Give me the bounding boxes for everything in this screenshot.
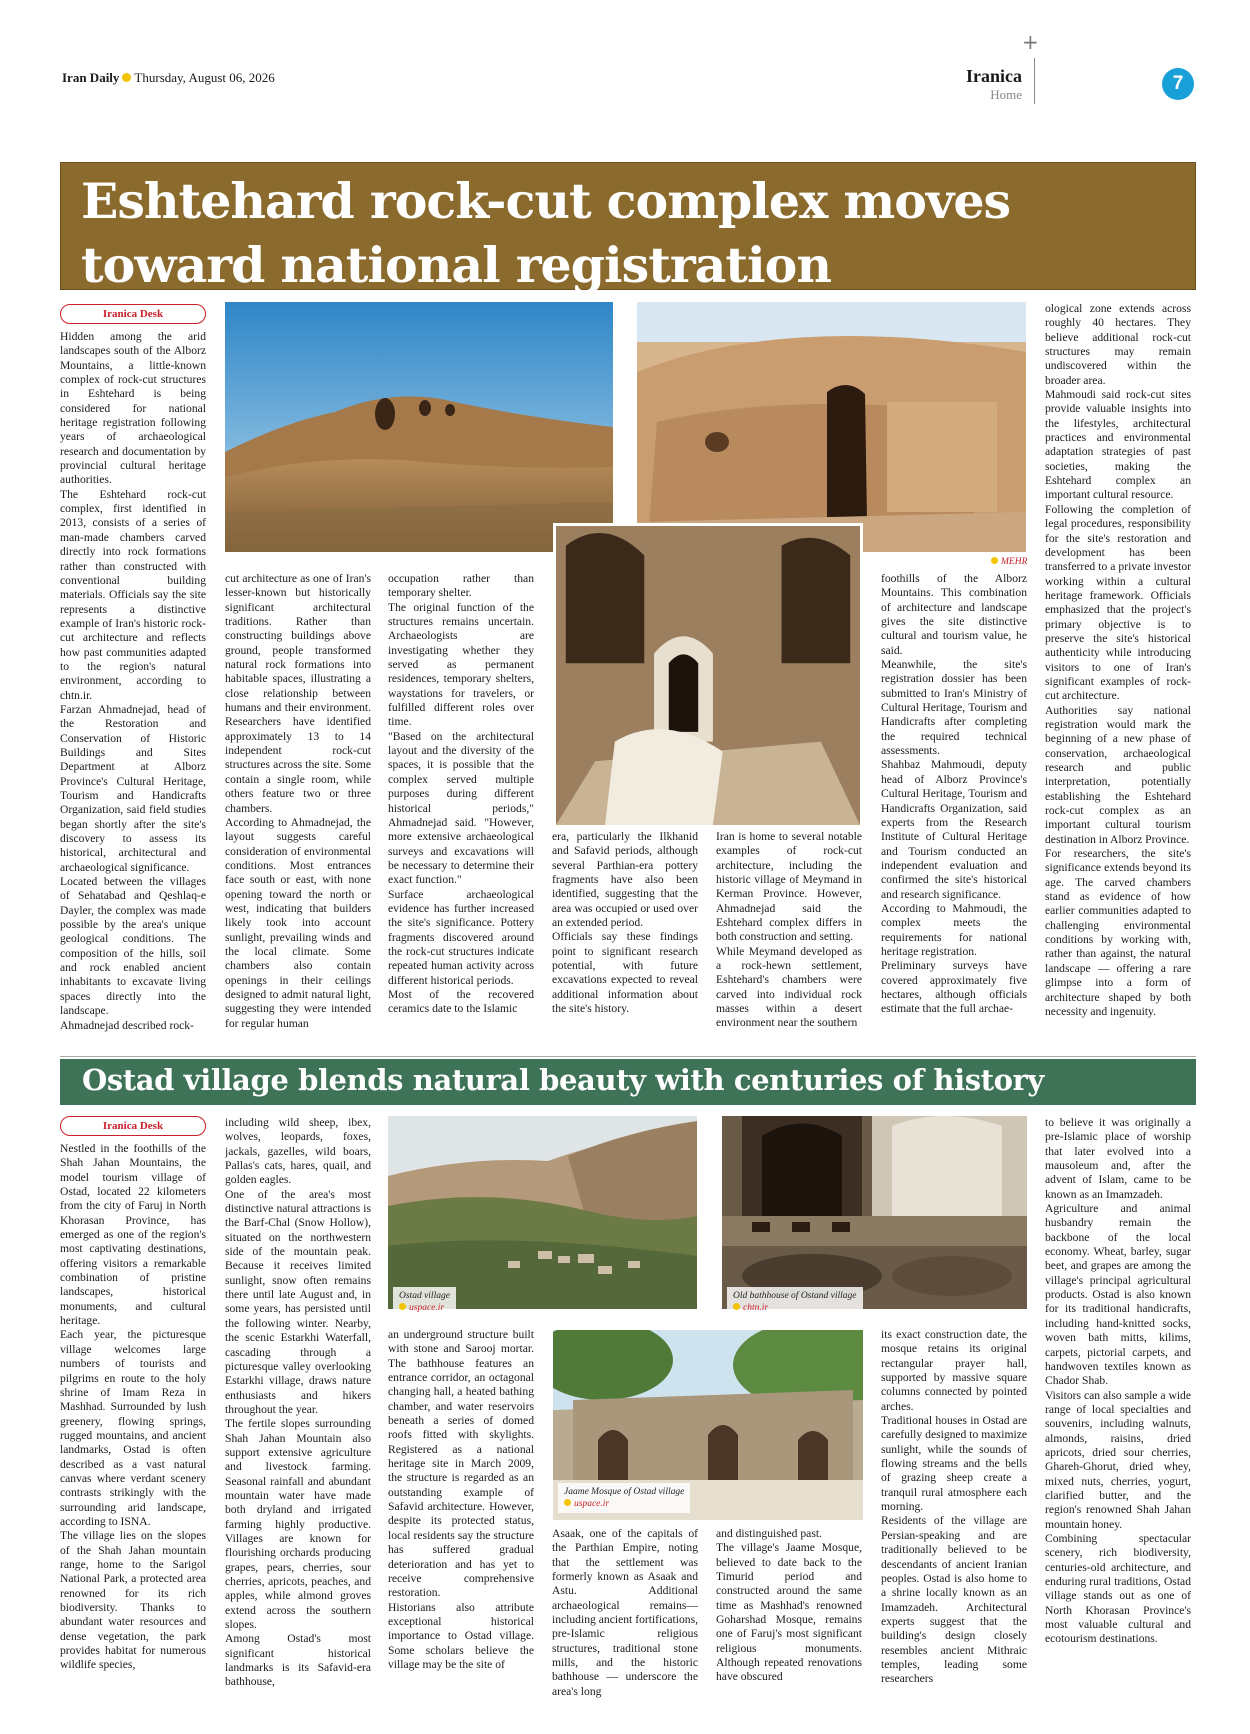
article1-column-1 [60,330,206,1035]
paragraph: era, particularly the Ilkhanid and Safavid periods, although several Parthian-era pottery fragments have also been identified, suggesting that the area was occupied or used over an extended period. [552,830,698,930]
page-number-badge: 7 [1162,68,1194,100]
paragraph: Authorities say national registration would mark the beginning of a new phase of conservation, archaeological research and public interpretation, potentially establishing the Eshtehard rock-cut complex as an important cultural tourism destination in Alborz Province. [1045,703,1191,846]
article1-desk-badge: Iranica Desk [60,304,206,324]
article2-desk-badge: Iranica Desk [60,1116,206,1136]
paragraph: to believe it was originally a pre-Islamic place of worship that later evolved into a mausoleum and, after the advent of Islam, came to be known as an Imamzadeh. [1045,1116,1191,1201]
caption-source: chtn.ir [743,1303,769,1313]
paragraph: The village lies on the slopes of the Shah Jahan mountain range, home to the Sarigol National Park, a protected area renowned for its rich biodiversity. Thanks to abundant water resources and dense vegetation, the park provides habitat for numerous wildlife species, [60,1529,206,1672]
paragraph: Ahmadnejad described rock- [60,1018,194,1032]
bathhouse-photo-caption [727,1287,863,1317]
paragraph: Officials say these findings point to significant research potential, with future excavations expected to reveal additional information about the site's history. [552,930,698,1016]
paragraph: The original function of the structures remains uncertain. Archaeologists are investigating whether they served as permanent residences, temporary shelters, waystations for travelers, or fulfilled different roles over time. [388,600,534,729]
dot-icon [564,1499,571,1506]
rock-chamber-entrance-photo [637,302,1026,552]
paragraph: Nestled in the foothills of the Shah Jahan Mountains, the model tourism village of Ostad, located 22 kilometers from the city of Faruj in North Khorasan Province, has emerged as one of the region's most captivating destinations, offering visitors a remarkable combination of pristine landscapes, historical monuments, and cultural heritage. [60,1142,206,1328]
paper-name: Iran Daily [62,70,120,85]
paragraph: Most of the recovered ceramics date to the Islamic [388,987,534,1016]
paragraph: One of the area's most distinctive natural attractions is the Barf-Chal (Snow Hollow), situated on the northwestern side of the mountain peak. Because it receives limited sunlight, snow often remains there until late August and, in some years, has persisted until the following winter. Nearby, the scenic Estarkhi Waterfall, cascading through a picturesque valley overlooking Estarkhi village, draws nature enthusiasts and hikers throughout the year. [225,1187,371,1416]
paragraph: While Meymand developed as a rock-hewn settlement, Eshtehard's chambers were carved into individual rock masses within a desert environment near the southern [716,944,862,1030]
paragraph: According to Ahmadnejad, the layout suggests careful consideration of environmental conditions. Most entrances face south or east, with none opening toward the north or west, indicating that builders likely took into account sunlight, prevailing winds and the local climate. Some chambers also contain openings in their ceilings designed to admit natural light, suggesting they were intended for regular human [225,815,371,1030]
dot-icon [399,1303,406,1310]
header-divider [1034,58,1035,104]
paragraph: Shahbaz Mahmoudi, deputy head of Alborz Province's Cultural Heritage, Tourism and Handicrafts Organization, said experts from the Research Institute of Cultural Heritage and Tourism conducted an independent evaluation and confirmed the site's historical and research significance. [881,758,1027,901]
dot-icon [122,73,131,82]
dot-icon [991,557,998,564]
paragraph: Each year, the picturesque village welcomes large numbers of tourists and pilgrims en route to the holy shrine of Imam Reza in Mashhad. Surrounded by lush greenery, flowing springs, rugged mountains, and ancient landmarks, Ostad is often described as a vast natural canvas where verdant scenery contrasts strikingly with the surrounding arid landscape, according to ISNA. [60,1328,206,1528]
paragraph: including wild sheep, ibex, wolves, leopards, foxes, jackals, gazelles, wild boars, Pallas's cats, hares, quail, and golden eagles. [225,1116,371,1187]
paragraph: and distinguished past. [716,1527,822,1540]
article1-column-3 [388,572,534,1035]
dot-icon [733,1303,740,1310]
paragraph: Iran is home to several notable examples of rock-cut architecture, including the historic village of Meymand in Kerman Province. However, Ahmadnejad said the Eshtehard complex differs in both construction and setting. [716,830,862,944]
section-label [966,66,1022,103]
article2-column-6 [881,1328,1027,1722]
masthead [62,70,275,86]
paragraph: cut architecture as one of Iran's lesser-known but historically significant architectural traditions. Rather than constructing buildings above ground, people transformed natural rock formations into habitable spaces, illustrating a close relationship between humans and their environment. Researchers have identified approximately 13 to 14 independent rock-cut structures across the site. Some contain a single room, while others feature two or three chambers. [225,572,371,815]
paragraph: For researchers, the site's significance extends beyond its age. The carved chambers stand as evidence of how earlier communities adapted to challenging environmental conditions by working with, rather than against, the natural landscape — offering a rare glimpse into a form of architecture shaped by both necessity and ingenuity. [1045,847,1191,1018]
section-rule [60,1056,1196,1057]
paragraph: According to Mahmoudi, the complex meets the requirements for national heritage registration. [881,901,1027,958]
article2-column-3 [388,1328,534,1722]
section-name: Iranica [966,66,1022,86]
ostad-bathhouse-photo [722,1116,1027,1309]
rock-interior-photo [553,523,863,828]
paragraph: Historians also attribute exceptional historical importance to Ostad village. Some scholars believe the village may be the site of [388,1600,534,1671]
caption-source: uspace.ir [409,1303,445,1313]
article2-headline-banner [60,1059,1196,1105]
issue-date: Thursday, August 06, 2026 [134,70,275,85]
caption-title: Jaame Mosque of Ostad village [564,1487,685,1497]
paragraph: ological zone extends across roughly 40 hectares. They believe additional rock-cut structures may remain undiscovered within the broader area. [1045,302,1191,387]
article2-column-7 [1045,1116,1191,1722]
paragraph: Located between the villages of Sehatabad and Qeshlaq-e Dayler, the complex was made possible by the area's unique geological conditions. The composition of the hills, soil and rock enabled ancient inhabitants to excavate living spaces directly into the landscape. [60,875,206,1018]
paragraph: occupation rather than temporary shelter. [388,572,534,600]
caption-title: Old bathhouse of Ostand village [733,1291,857,1301]
paragraph: Mahmoudi said rock-cut sites provide valuable insights into the lifestyles, architectural practices and environmental adaptation strategies of past societies, making the Eshtehard complex an important cultural resource. [1045,388,1191,502]
paragraph: foothills of the Alborz Mountains. This combination of architecture and landscape gives the site distinctive cultural and tourism value, he said. [881,572,1027,657]
article1-headline-banner [60,162,1196,294]
paragraph: Agriculture and animal husbandry remain the backbone of the local economy. Wheat, barley, sugar beet, and grapes are among the village's principal agricultural products. Ostad is also known for its traditional handicrafts, including hand-knitted socks, woven bath mitts, kilims, carpets, pictorial carpets, and handwoven textiles known as Chador Shab. [1045,1202,1191,1388]
article2-column-5 [716,1527,862,1722]
article2-column-1 [60,1142,206,1722]
paragraph: The village's Jaame Mosque, believed to date back to the Timurid period and constructed around the same time as Mashhad's renowned Goharshad Mosque, remains one of Faruj's most significant religious monuments. Although repeated renovations have obscured [716,1541,862,1684]
ostad-village-photo [388,1116,697,1309]
article1-column-5 [716,830,862,1035]
caption-source: uspace.ir [574,1499,610,1509]
subsection-name: Home [990,87,1022,102]
paragraph: Preliminary surveys have covered approximately five hectares, although officials estimate that the full archae- [881,959,1027,1016]
paragraph: "Based on the architectural layout and the diversity of the spaces, it is possible that the complex served multiple purposes during different historical periods," Ahmadnejad said. "However, more extensive archaeological surveys and excavations will be necessary to determine their exact function." [388,729,534,887]
article2-column-2 [225,1116,371,1722]
village-photo-caption [393,1287,456,1317]
paragraph: Residents of the village are Persian-speaking and are traditionally believed to be descendants of ancient Iranian peoples. Ostad is also home to a shrine locally known as an Imamzadeh. Architectural experts suggest that the building's design closely resembles ancient Mithraic temples, leading some researchers [881,1514,1027,1686]
mosque-photo-caption [558,1483,690,1513]
article2-column-4 [552,1527,698,1722]
article1-column-7 [1045,302,1191,1035]
paragraph: an underground structure built with stone and Sarooj mortar. The bathhouse features an entrance corridor, an octagonal changing hall, a heated bathing chamber, and water reservoirs beneath a series of domed roofs fitted with skylights. Registered as a national heritage site in March 2009, the structure is regarded as an outstanding example of Safavid architecture. However, despite its protected status, local residents say the structure has suffered gradual deterioration and has yet to receive comprehensive restoration. [388,1328,534,1600]
paragraph: Combining spectacular scenery, rich biodiversity, centuries-old architecture, and enduring rural traditions, Ostad village stands out as one of North Khorasan Province's most valuable cultural and ecotourism destinations. [1045,1531,1191,1646]
paragraph: Farzan Ahmadnejad, head of the Restoration and Conservation of Historic Buildings and Sites Department at Alborz Province's Cultural Heritage, Tourism and Handicrafts Organization, said field studies began shortly after the site's discovery to assess its historical, architectural and archaeological significance. [60,702,206,874]
paragraph: The fertile slopes surrounding Shah Jahan Mountain also support extensive agriculture and livestock farming. Seasonal rainfall and abundant mountain water have made both dryland and irrigated farming highly productive. Villages are known for flourishing orchards producing grapes, pears, cherries, sour cherries, apricots, peaches, and apples, while almond groves extend across the southern slopes. [225,1417,371,1632]
photo-credit-text: MEHR [1001,557,1028,567]
paragraph: Hidden among the arid landscapes south of the Alborz Mountains, a little-known complex of rock-cut structures in Eshtehard is being considered for national heritage registration following years of archaeological research and documentation by provincial cultural heritage authorities. [60,330,206,487]
paragraph: its exact construction date, the mosque retains its original rectangular prayer hall, supported by massive square columns connected by pointed arches. [881,1328,1027,1413]
paragraph: Asaak, one of the capitals of the Parthian Empire, noting that the settlement was formerly known as Asaak and Astu. Additional archaeological remains—including ancient fortifications, pre-Islamic religious structures, traditional stone mills, and the historic bathhouse — underscore the area's long [552,1527,698,1698]
article1-column-6 [881,572,1027,1035]
paragraph: Meanwhile, the site's registration dossier has been submitted to Iran's Ministry of Cultural Heritage, Tourism and Handicrafts after completing the required technical assessments. [881,658,1027,758]
paragraph: Among Ostad's most significant historical landmarks is its Safavid-era bathhouse, [225,1632,371,1689]
paragraph: Traditional houses in Ostad are carefully designed to maximize sunlight, while the sounds of flowing streams and the bells of grazing sheep create a tranquil rural atmosphere each morning. [881,1414,1027,1514]
article1-column-4 [552,830,698,1035]
corner-plus-mark: + [1022,30,1039,54]
paragraph: Following the completion of legal procedures, responsibility for the site's restoration and development has been transferred to a private investor working within a cultural heritage framework. Officials emphasized that the project's primary objective is to preserve the site's historical authenticity while introducing visitors to one of Iran's significant examples of rock-cut architecture. [1045,502,1191,703]
article1-column-2 [225,572,371,1035]
paragraph: Visitors can also sample a wide range of local specialties and souvenirs, including walnuts, almonds, raisins, dried apricots, dried sour cherries, Ghareh-Ghorut, dried whey, mixed nuts, cherries, yogurt, clarified butter, and the region's renowned Shah Jahan mountain honey. [1045,1388,1191,1531]
eshtehard-hills-photo [225,302,613,552]
paragraph: Surface archaeological evidence has further increased the site's significance. Pottery fragments discovered around the rock-cut structures indicate repeated human activity across different historical periods. [388,887,534,987]
article1-headline: Eshtehard rock-cut complex moves toward national registration [81,172,1011,294]
caption-title: Ostad village [399,1291,450,1301]
article2-headline: Ostad village blends natural beauty with centuries of history [82,1063,1044,1097]
paragraph: The Eshtehard rock-cut complex, first identified in 2013, consists of a series of man-made chambers carved directly into rock formations rather than constructed with conventional building materials. Officials say the site represents a distinctive example of Iran's historic rock-cut architecture and reflects how past communities adapted to the region's natural environment, according to chtn.ir. [60,487,206,702]
photo-credit [991,557,1027,567]
